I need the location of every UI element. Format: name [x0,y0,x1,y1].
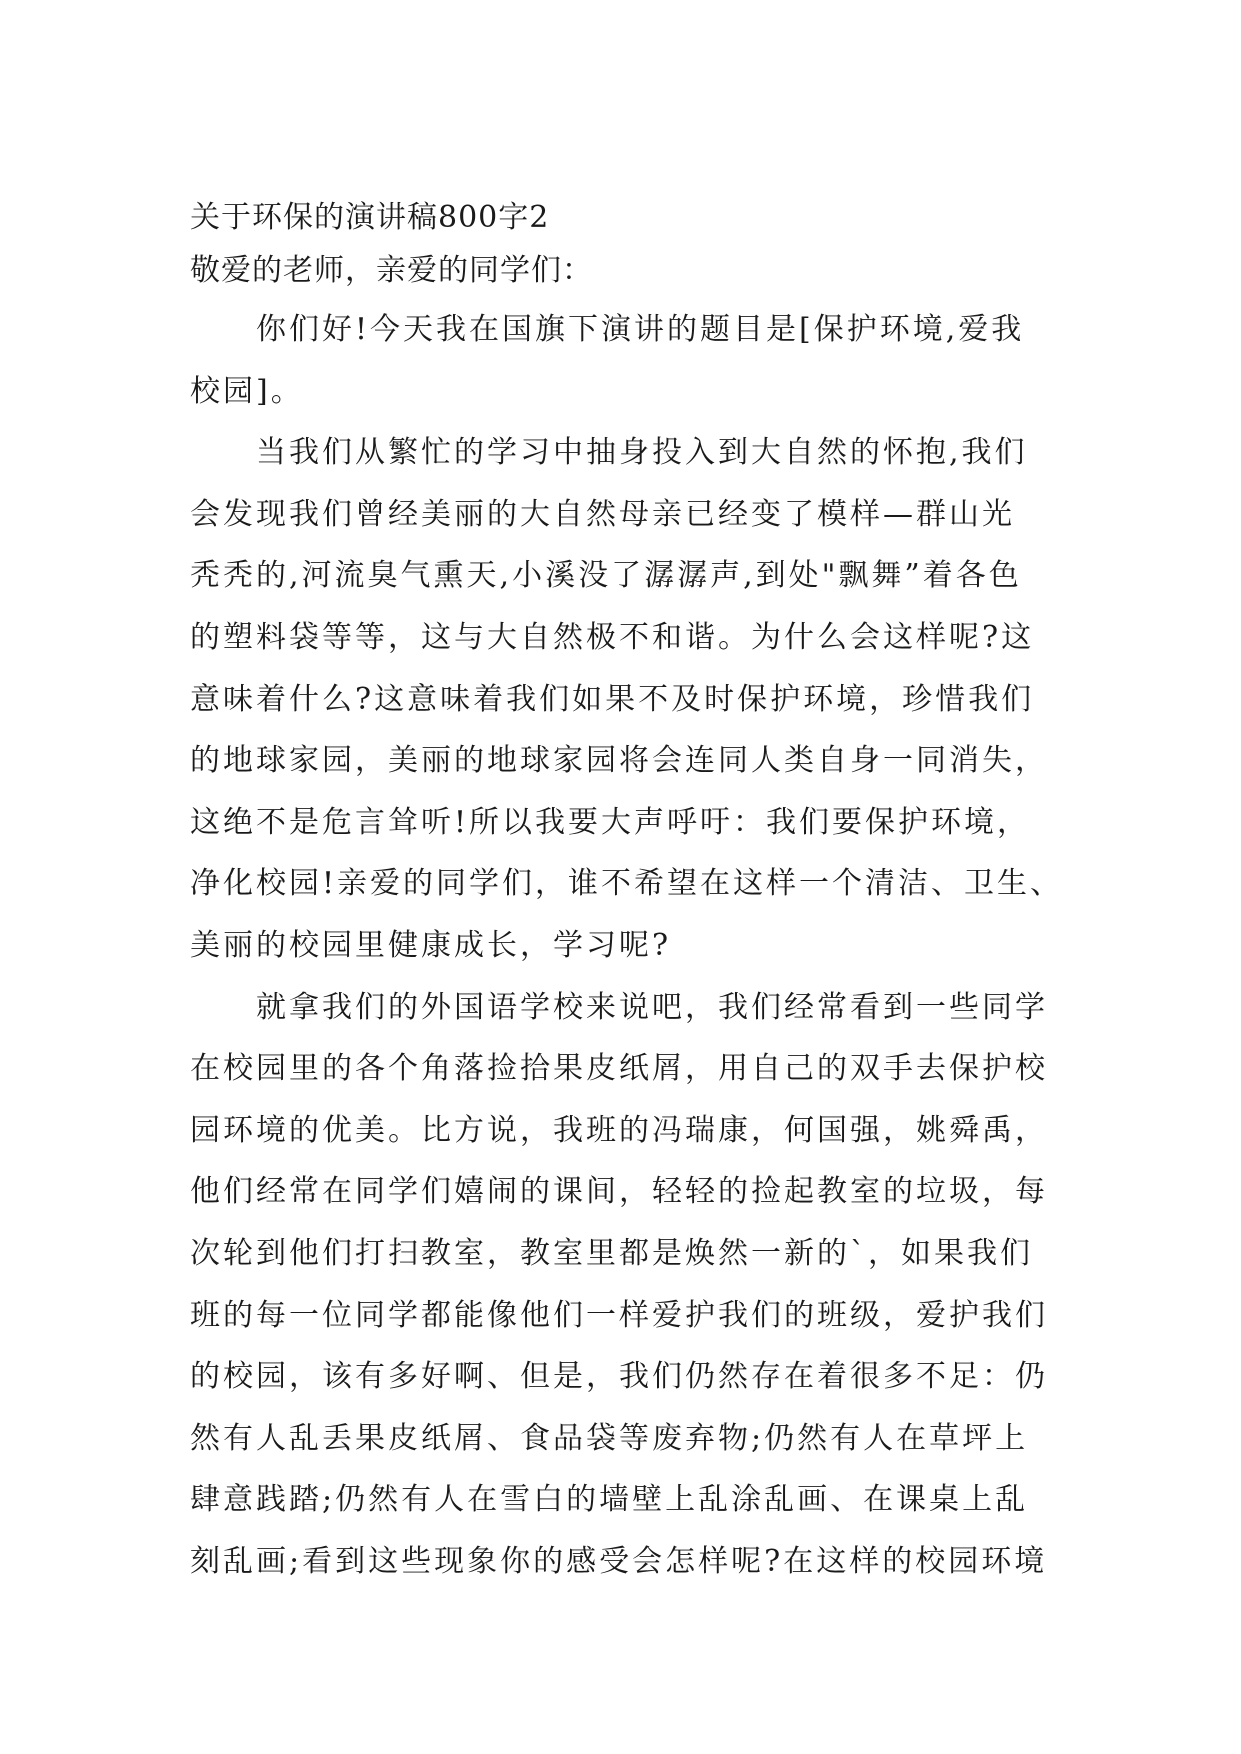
text-line: 刻乱画;看到这些现象你的感受会怎样呢?在这样的校园环境 [190,1543,1048,1579]
paragraph-nature [190,422,1064,976]
text-line: 的校园，该有多好啊、但是，我们仍然存在着很多不足：仍 [190,1359,1048,1395]
text-line: 肆意践踏;仍然有人在雪白的墙壁上乱涂乱画、在课桌上乱 [190,1482,1029,1518]
text-line: 会发现我们曾经美丽的大自然母亲已经变了模样—群山光 [190,496,1015,532]
text-line: 美丽的校园里健康成长，学习呢? [190,927,672,963]
text-line: 他们经常在同学们嬉闹的课间，轻轻的捡起教室的垃圾，每 [190,1174,1048,1210]
text-line: 当我们从繁忙的学习中抽身投入到大自然的怀抱,我们 [256,435,1028,471]
paragraph-school [190,977,1060,1593]
document-title: 关于环保的演讲稿800字2 [190,200,550,235]
paragraph-greeting [190,299,1060,422]
text-line: 然有人乱丢果皮纸屑、食品袋等废弃物;仍然有人在草坪上 [190,1420,1029,1456]
text-line: 净化校园!亲爱的同学们，谁不希望在这样一个清洁、卫生、 [190,866,1064,902]
text-line: 意味着什么?这意味着我们如果不及时保护环境，珍惜我们 [190,681,1035,717]
salutation: 敬爱的老师，亲爱的同学们： [190,253,593,288]
text-line: 次轮到他们打扫教室，教室里都是焕然一新的`，如果我们 [190,1235,1033,1271]
text-line: 秃秃的,河流臭气熏天,小溪没了潺潺声,到处"飘舞”着各色 [190,558,1022,594]
text-line: 你们好!今天我在国旗下演讲的题目是[保护环境,爱我 [256,312,1025,347]
text-line: 这绝不是危言耸听!所以我要大声呼吁：我们要保护环境， [190,804,1031,840]
text-line: 校园]。 [190,373,304,409]
text-line: 的塑料袋等等，这与大自然极不和谐。为什么会这样呢?这 [190,619,1035,655]
text-line: 在校园里的各个角落捡拾果皮纸屑，用自己的双手去保护校 [190,1051,1048,1087]
text-line: 班的每一位同学都能像他们一样爱护我们的班级，爱护我们 [190,1297,1048,1333]
text-line: 就拿我们的外国语学校来说吧，我们经常看到一些同学 [256,989,1048,1025]
text-line: 的地球家园，美丽的地球家园将会连同人类自身一同消失， [190,743,1048,779]
text-line: 园环境的优美。比方说，我班的冯瑞康，何国强，姚舜禹， [190,1112,1048,1148]
document-body [190,192,1064,1592]
